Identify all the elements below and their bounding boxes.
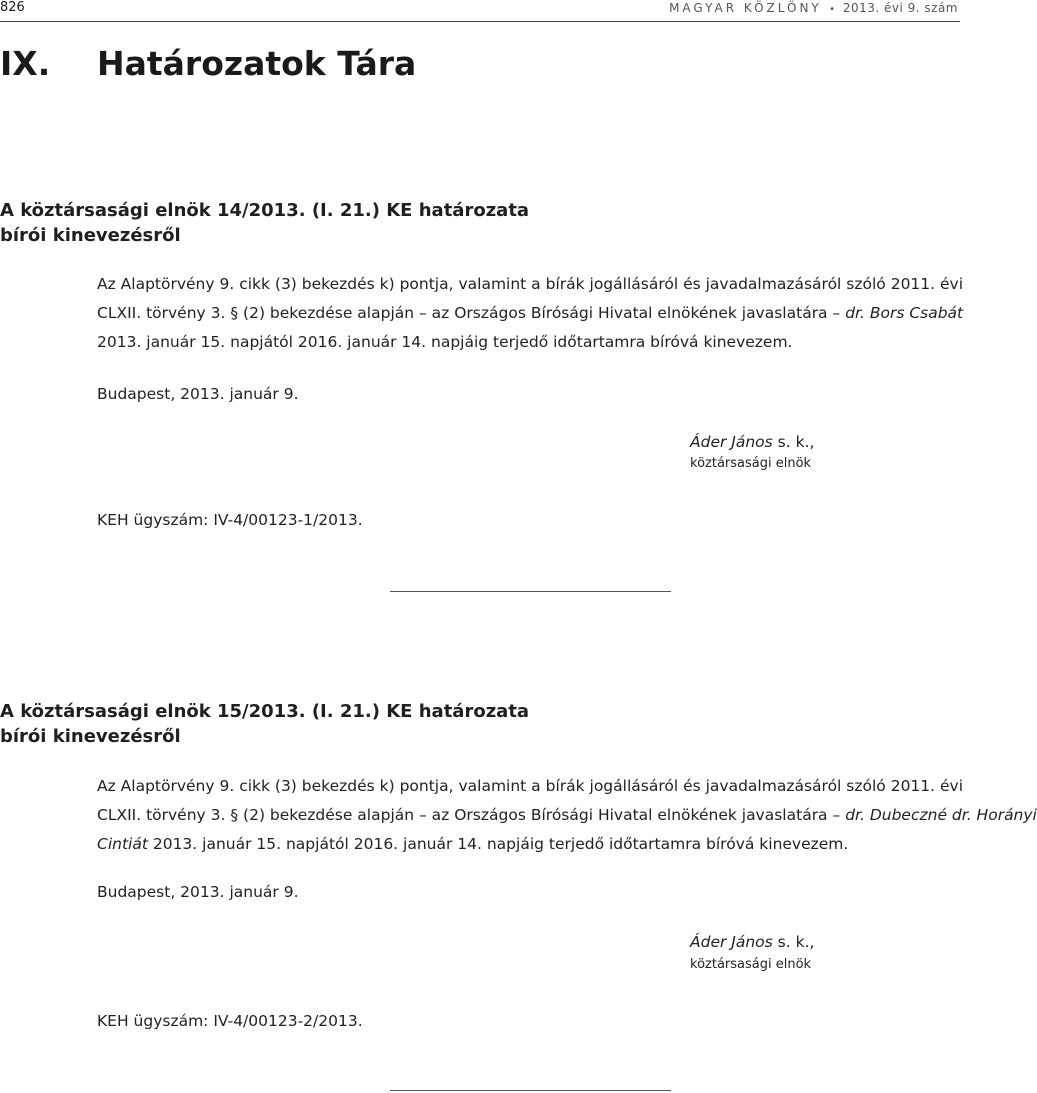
header-bullet: •: [829, 4, 836, 15]
decision-2-signatory-suffix: s. k.,: [772, 933, 815, 951]
decision-2-body-line-3: [97, 830, 957, 859]
issue-number: 2013. évi 9. szám: [842, 1, 958, 15]
decision-2-place-date: Budapest, 2013. január 9.: [97, 883, 299, 901]
decision-1-body-line-2: [97, 299, 964, 328]
decision-1-subtitle: bírói kinevezésről: [0, 225, 181, 246]
decision-1-place-date: Budapest, 2013. január 9.: [97, 385, 299, 403]
decision-1-legal-basis: CLXII. törvény 3. § (2) bekezdése alapján – az Országos Bírósági Hivatal elnökének javaslatára –: [97, 304, 841, 322]
decision-1-signatory-name: Áder János: [690, 433, 773, 451]
decision-1-body-line-3: 2013. január 15. napjától 2016. január 14. napjáig terjedő időtartamra bíróvá kinevezem.: [97, 333, 793, 351]
decision-2-signatory-role: köztársasági elnök: [690, 957, 812, 972]
running-header: [669, 0, 958, 18]
decision-1-appointee: dr. Bors Csabát: [845, 304, 964, 322]
decision-1-body-line-1: Az Alaptörvény 9. cikk (3) bekezdés k) pontja, valamint a bírák jogállásáról és javadalmazásáról szóló 2011. évi: [97, 275, 964, 293]
page-number: 826: [0, 0, 25, 15]
decision-2-subtitle: bírói kinevezésről: [0, 726, 181, 747]
decision-1-body: [97, 270, 964, 357]
decision-2-legal-basis: CLXII. törvény 3. § (2) bekezdése alapján – az Országos Bírósági Hivatal elnökének javaslatára –: [97, 806, 841, 824]
decision-2-appointee: dr. Dubeczné dr. Horányi: [845, 806, 1037, 824]
decision-2-title: A köztársasági elnök 15/2013. (I. 21.) KE határozata: [0, 701, 530, 722]
section-divider: [390, 591, 671, 592]
decision-2-signatory-name: Áder János: [690, 933, 773, 951]
decision-2-body-line-2: [97, 801, 1037, 830]
chapter-number: IX.: [0, 44, 51, 83]
decision-2-body: [97, 772, 1037, 859]
decision-1-signatory-suffix: s. k.,: [772, 433, 815, 451]
decision-1-title: A köztársasági elnök 14/2013. (I. 21.) KE határozata: [0, 200, 530, 221]
decision-2-term: 2013. január 15. napjától 2016. január 14. napjáig terjedő időtartamra bíróvá kinevezem.: [147, 835, 849, 853]
publication-name: MAGYAR KÖZLÖNY: [669, 1, 822, 15]
decision-1-case-number: KEH ügyszám: IV-4/00123-1/2013.: [97, 511, 363, 529]
decision-1-signatory-role: köztársasági elnök: [690, 456, 812, 471]
decision-2-appointee-cont: Cintiát: [97, 835, 148, 853]
section-divider-bottom: [390, 1090, 671, 1091]
decision-2-body-line-1: Az Alaptörvény 9. cikk (3) bekezdés k) pontja, valamint a bírák jogállásáról és javadalmazásáról szóló 2011. évi: [97, 777, 964, 795]
chapter-title: Határozatok Tára: [97, 44, 417, 83]
decision-1-signature: [690, 432, 814, 452]
decision-2-case-number: KEH ügyszám: IV-4/00123-2/2013.: [97, 1012, 363, 1030]
decision-2-signature: [690, 932, 814, 952]
header-rule: [0, 21, 960, 22]
